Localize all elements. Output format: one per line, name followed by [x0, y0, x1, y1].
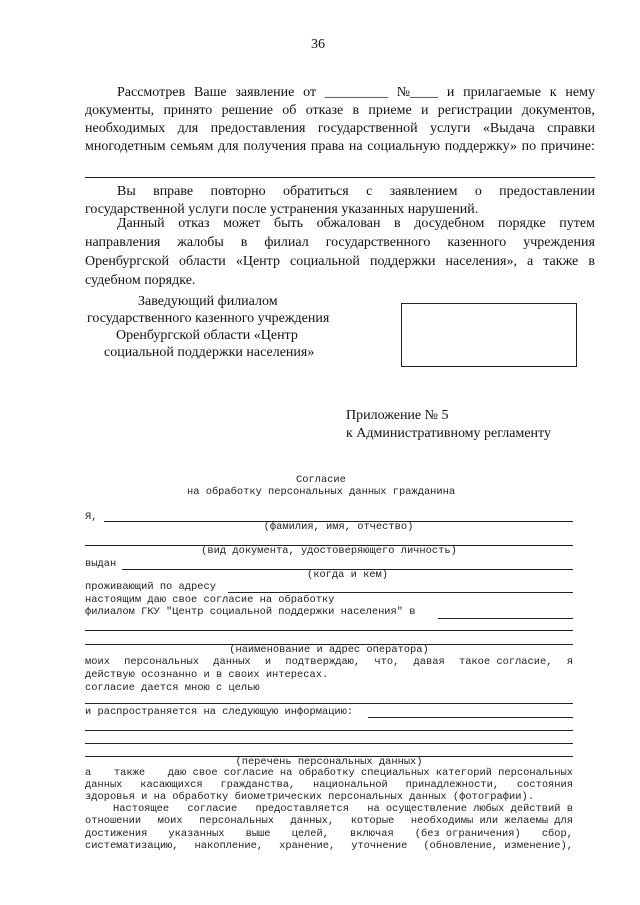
word: которые — [350, 815, 395, 827]
caption-operator: (наименование и адрес оператора) — [229, 644, 429, 656]
word: Ваше — [194, 85, 227, 100]
pd-confirm-line-2: действую осознанно и в своих интересах. — [85, 669, 329, 681]
word: подтверждаю, — [285, 656, 361, 668]
special-line-2 — [85, 779, 573, 792]
caption-list: (перечень персональных данных) — [235, 756, 423, 768]
word: казенного — [447, 235, 507, 250]
word: Оренбургской — [85, 254, 169, 269]
word: и — [446, 85, 455, 100]
signatory-line-3: Оренбургской области «Центр — [116, 328, 298, 343]
word: повторно — [210, 184, 266, 199]
word: прилагаемые — [463, 85, 541, 100]
purpose-line[interactable] — [85, 703, 573, 704]
word: я — [566, 656, 573, 668]
signatory-line-2: государственного казенного учреждения — [87, 311, 330, 326]
consent-subtitle: на обработку персональных данных гражданина — [187, 486, 456, 498]
word: документов, — [521, 103, 595, 118]
word: согласие — [187, 803, 238, 815]
branch-location-line[interactable] — [438, 618, 573, 619]
signatory-line-4: социальной поддержки населения» — [104, 345, 315, 360]
word: и — [421, 103, 429, 118]
word: социальную — [367, 139, 441, 154]
word: _________ — [324, 85, 388, 100]
word: предоставляется — [255, 803, 349, 815]
word: справки — [547, 121, 595, 136]
word: с — [366, 184, 373, 199]
word: моих — [157, 815, 183, 827]
word: №____ — [396, 85, 439, 100]
word: может — [223, 216, 261, 231]
appendix-title: Приложение № 5 — [346, 408, 449, 423]
word: нему — [565, 85, 595, 100]
label-i: Я, — [85, 511, 98, 523]
word: необходимых — [85, 121, 166, 136]
word: также — [543, 254, 579, 269]
word: и — [264, 656, 272, 668]
refusal-p1-line-4 — [85, 139, 595, 155]
word: заявление — [235, 85, 295, 100]
word: документы, — [85, 103, 155, 118]
refusal-p3-line-4: судебном порядке. — [85, 273, 196, 288]
word: в — [394, 216, 401, 231]
word: обжалован — [316, 216, 381, 231]
word: также — [113, 767, 146, 779]
word: необходимы или желаемы для — [410, 815, 573, 827]
word: филиал — [264, 235, 309, 250]
caption-fio: (фамилия, имя, отчество) — [263, 521, 414, 533]
word: (без ограничения) — [414, 828, 521, 840]
word: достижения — [85, 828, 148, 840]
word: предоставлении — [499, 184, 595, 199]
word: регистрации — [437, 103, 513, 118]
word: от — [303, 85, 317, 100]
word: состояния — [516, 779, 573, 791]
label-purpose: согласие дается мною с целью — [85, 682, 260, 694]
signature-stamp-box — [401, 303, 577, 367]
word: «Выдача — [482, 121, 535, 136]
word: Вы — [117, 184, 136, 199]
word: населения», — [445, 254, 517, 269]
refusal-p1-line-1 — [117, 85, 595, 101]
word: выше — [245, 828, 271, 840]
refusal-p2-line-2: государственной услуги после устранения указанных нарушений. — [85, 202, 479, 217]
word: по — [521, 139, 537, 154]
word: отказе — [305, 103, 344, 118]
word: учреждения — [523, 235, 595, 250]
word: области — [179, 254, 226, 269]
word: данных — [85, 779, 123, 791]
word: включая — [350, 828, 394, 840]
page-number: 36 — [311, 37, 325, 52]
word: накопление, — [194, 840, 264, 852]
word: порядке — [497, 216, 546, 231]
word: решение — [221, 103, 273, 118]
word: социальной — [290, 254, 360, 269]
actions-line-1 — [113, 803, 573, 816]
refusal-p1-line-2 — [85, 103, 595, 119]
word: принадлежности, — [405, 779, 500, 791]
word: а — [85, 767, 92, 779]
word: жалобы — [177, 235, 224, 250]
label-address: проживающий по адресу — [85, 581, 216, 593]
word: данных — [213, 656, 251, 668]
word: персональных — [199, 815, 274, 827]
word: быть — [273, 216, 304, 231]
word: указанных — [168, 828, 225, 840]
caption-issued: (когда и кем) — [306, 569, 389, 581]
word: государственной — [317, 121, 418, 136]
word: для — [218, 139, 239, 154]
word: Данный — [117, 216, 165, 231]
word: даю свое согласие на обработку специальных категорий персональных — [167, 767, 573, 779]
word: путем — [559, 216, 595, 231]
address-line[interactable] — [228, 592, 573, 593]
word: обратиться — [282, 184, 349, 199]
word: Настоящее — [113, 803, 170, 815]
label-extends: и распространяется на следующую информацию: — [85, 706, 354, 718]
word: вправе — [153, 184, 194, 199]
consent-statement: настоящим даю свое согласие на обработку — [85, 594, 335, 606]
refusal-p2-line-1 — [117, 184, 595, 200]
word: на — [348, 139, 363, 154]
word: систематизацию, — [85, 840, 179, 852]
word: приеме — [368, 103, 412, 118]
word: моих — [85, 656, 110, 668]
word: поддержку» — [444, 139, 517, 154]
word: направления — [85, 235, 161, 250]
word: целей, — [291, 828, 329, 840]
word: сбор, — [541, 828, 573, 840]
word: персональных — [124, 656, 199, 668]
label-issued: выдан — [85, 558, 117, 570]
word: семьям — [170, 139, 214, 154]
word: предоставления — [210, 121, 306, 136]
word: досудебном — [414, 216, 485, 231]
word: отношении — [85, 815, 142, 827]
info-line-3[interactable] — [85, 743, 573, 744]
word: в — [240, 235, 248, 250]
word: уточнение — [351, 840, 408, 852]
word: многодетным — [85, 139, 166, 154]
word: принято — [163, 103, 213, 118]
pd-confirm-line-1 — [85, 656, 573, 669]
word: услуги — [430, 121, 471, 136]
operator-line-1[interactable] — [85, 630, 573, 631]
word: причине: — [540, 139, 595, 154]
actions-line-3 — [85, 828, 573, 841]
actions-line-4 — [85, 840, 573, 853]
word: давая — [413, 656, 445, 668]
word: касающихся — [140, 779, 203, 791]
word: данных, — [290, 815, 335, 827]
word: получения — [243, 139, 307, 154]
special-line-1 — [85, 767, 573, 780]
refusal-p3-line-3 — [85, 254, 595, 270]
consent-title: Согласие — [296, 474, 346, 486]
word: такое согласие, — [458, 656, 553, 668]
word: поддержки — [369, 254, 436, 269]
refusal-p3-line-2 — [85, 235, 595, 251]
word: а — [527, 254, 534, 269]
actions-line-2 — [85, 815, 573, 828]
word: к — [549, 85, 557, 100]
word: заявлением — [389, 184, 458, 199]
word: об — [282, 103, 297, 118]
word: в — [588, 254, 595, 269]
word: государственного — [325, 235, 431, 250]
word: отказ — [178, 216, 210, 231]
refusal-p3-line-1 — [117, 216, 595, 232]
word: гражданства, — [220, 779, 296, 791]
word: права — [310, 139, 345, 154]
special-line-3: здоровья и на обработку биометрических персональных данных (фотографии). — [85, 791, 534, 803]
word: на осуществление любых действий в — [367, 803, 573, 815]
word: «Центр — [235, 254, 280, 269]
word: Рассмотрев — [117, 85, 186, 100]
word: в — [352, 103, 360, 118]
info-line-1[interactable] — [368, 717, 573, 718]
appendix-subtitle: к Административному регламенту — [346, 426, 551, 441]
word: хранение, — [279, 840, 336, 852]
word: о — [474, 184, 482, 199]
branch-statement: филиалом ГКУ "Центр социальной поддержки населения" в — [85, 606, 416, 618]
info-line-2[interactable] — [85, 730, 573, 731]
word: для — [177, 121, 199, 136]
signatory-line-1: Заведующий филиалом — [138, 294, 278, 309]
word: национальной — [312, 779, 388, 791]
refusal-reason-line — [85, 177, 595, 178]
word: (обновление, изменение), — [423, 840, 573, 852]
refusal-p1-line-3 — [85, 121, 595, 137]
word: что, — [374, 656, 400, 668]
caption-document: (вид документа, удостоверяющего личность) — [201, 545, 457, 557]
